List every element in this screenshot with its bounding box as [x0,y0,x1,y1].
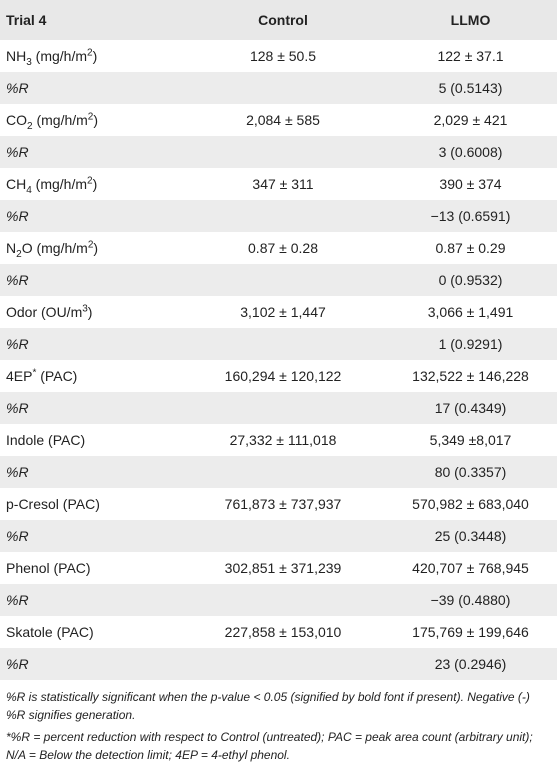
table-row [0,648,557,680]
percent-reduction-label: %R [6,80,29,96]
row-label [0,424,182,456]
percent-reduction-label: %R [6,336,29,352]
row-label-sub: 4 [26,184,32,196]
row-label [0,296,182,328]
llmo-value: 2,029 ± 421 [384,104,557,136]
row-label-main: Odor (OU/m [6,304,83,320]
llmo-value: 3,066 ± 1,491 [384,296,557,328]
row-label-main: Phenol (PAC) [6,560,91,576]
table-row [0,488,557,520]
row-label-main: Indole (PAC) [6,432,86,448]
control-value [182,456,384,488]
control-value [182,648,384,680]
percent-reduction-label: %R [6,464,29,480]
row-label-sup: 3 [82,303,88,315]
llmo-value: −39 (0.4880) [384,584,557,616]
percent-reduction-label: %R [6,144,29,160]
llmo-value: 17 (0.4349) [384,392,557,424]
control-value: 761,873 ± 737,937 [182,488,384,520]
table-row [0,232,557,264]
llmo-value: 0.87 ± 0.29 [384,232,557,264]
table-row [0,552,557,584]
row-label [0,264,182,296]
control-value [182,200,384,232]
row-label-main: CO [6,112,27,128]
row-label-sub: 2 [16,248,22,260]
table-row [0,360,557,392]
llmo-value: 23 (0.2946) [384,648,557,680]
control-value: 27,332 ± 111,018 [182,424,384,456]
row-label [0,136,182,168]
row-label [0,232,182,264]
llmo-value: 175,769 ± 199,646 [384,616,557,648]
table-body [0,40,557,680]
table-row [0,264,557,296]
table-row [0,392,557,424]
row-label [0,488,182,520]
table-row [0,168,557,200]
row-label-sub: 2 [27,120,33,132]
row-label [0,72,182,104]
row-label-end: ) [93,240,99,256]
llmo-value: −13 (0.6591) [384,200,557,232]
control-value [182,520,384,552]
table-row [0,40,557,72]
row-label-end: ) [87,304,93,320]
footnote-significance: %R is statistically significant when the p-value < 0.05 (signified by bold font if present). Negative (-) %R signifies generation. [6,690,530,722]
control-value: 3,102 ± 1,447 [182,296,384,328]
llmo-value: 390 ± 374 [384,168,557,200]
row-label-main: p-Cresol (PAC) [6,496,100,512]
table-row [0,424,557,456]
row-label-tail: (mg/h/m [32,112,88,128]
row-label-sub: 3 [26,56,32,68]
row-label [0,520,182,552]
table-header-row [0,0,557,40]
header-trial: Trial 4 [6,12,47,28]
row-label [0,200,182,232]
table-row [0,296,557,328]
header-control: Control [258,12,308,28]
table-row [0,456,557,488]
control-value: 227,858 ± 153,010 [182,616,384,648]
llmo-value: 5,349 ±8,017 [384,424,557,456]
control-value [182,136,384,168]
row-label [0,648,182,680]
llmo-value: 1 (0.9291) [384,328,557,360]
percent-reduction-label: %R [6,272,29,288]
table-row [0,520,557,552]
llmo-value: 132,522 ± 146,228 [384,360,557,392]
table-row [0,328,557,360]
row-label [0,456,182,488]
row-label-main: CH [6,176,27,192]
control-value [182,392,384,424]
llmo-value: 0 (0.9532) [384,264,557,296]
table-row [0,616,557,648]
row-label [0,104,182,136]
row-label-end: ) [93,112,99,128]
footnote-definitions: *%R = percent reduction with respect to Control (untreated); PAC = peak area count (arbitrary unit); N/A = Below the detection limit; 4EP = 4-ethyl phenol. [6,730,533,762]
row-label-end: (PAC) [36,368,78,384]
llmo-value: 122 ± 37.1 [384,40,557,72]
llmo-value: 5 (0.5143) [384,72,557,104]
header-llmo: LLMO [450,12,491,28]
row-label [0,168,182,200]
table-row [0,200,557,232]
row-label [0,552,182,584]
llmo-value: 80 (0.3357) [384,456,557,488]
row-label-sup: * [32,367,37,379]
row-label [0,328,182,360]
row-label-sup: 2 [87,111,94,123]
row-label-tail: (mg/h/m [31,48,88,64]
control-value: 2,084 ± 585 [182,104,384,136]
percent-reduction-label: %R [6,400,29,416]
control-value [182,72,384,104]
control-value: 0.87 ± 0.28 [182,232,384,264]
row-label-tail: (mg/h/m [31,176,88,192]
control-value [182,328,384,360]
llmo-value: 25 (0.3448) [384,520,557,552]
percent-reduction-label: %R [6,528,29,544]
control-value: 128 ± 50.5 [182,40,384,72]
row-label-sup: 2 [87,175,93,187]
llmo-value: 3 (0.6008) [384,136,557,168]
control-value: 347 ± 311 [182,168,384,200]
row-label-tail: O (mg/h/m [21,240,88,256]
row-label-end: ) [92,176,98,192]
llmo-value: 420,707 ± 768,945 [384,552,557,584]
row-label-main: N [6,240,17,256]
row-label [0,360,182,392]
percent-reduction-label: %R [6,592,29,608]
row-label [0,392,182,424]
control-value [182,264,384,296]
table-footnotes [0,680,557,764]
row-label-sup: 2 [87,47,93,59]
percent-reduction-label: %R [6,656,29,672]
control-value: 302,851 ± 371,239 [182,552,384,584]
table-row [0,72,557,104]
control-value: 160,294 ± 120,122 [182,360,384,392]
row-label [0,584,182,616]
percent-reduction-label: %R [6,208,29,224]
table-row [0,104,557,136]
llmo-value: 570,982 ± 683,040 [384,488,557,520]
control-value [182,584,384,616]
row-label [0,616,182,648]
table-row [0,584,557,616]
row-label-end: ) [92,48,98,64]
table-row [0,136,557,168]
row-label-sup: 2 [87,239,94,251]
row-label-main: Skatole (PAC) [6,624,94,640]
row-label [0,40,182,72]
row-label-main: 4EP [6,368,33,384]
row-label-main: NH [6,48,27,64]
